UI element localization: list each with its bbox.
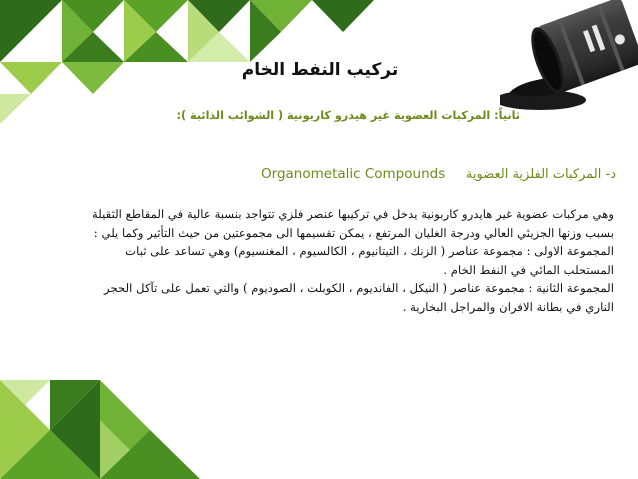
slide-title: تركيب النفط الخام bbox=[241, 60, 399, 80]
paragraph-group-one: المجموعة الاولى : مجموعة عناصر ( الزنك ، التيتانيوم ، الكالسيوم ، المغنسيوم) وهي تساعد على ثبات المستحلب المائي في النفط الخام . bbox=[125, 244, 614, 277]
body-text bbox=[92, 205, 614, 317]
section-heading-english: Organometalic Compounds bbox=[261, 166, 446, 182]
paragraph-intro: وهي مركبات عضوية غير هايدرو كاربونية يدخل في تركيبها عنصر فلزي تتواجد بنسبة عالية في المقاطع الثقيلة بسبب وزنها الجزيئي العالي ودرجة الغليان المرتفع ، يمكن تقسيمها الى مجموعتين من حيث التأثير وكما يلي : bbox=[92, 207, 614, 240]
oil-barrel-icon bbox=[500, 0, 638, 112]
section-heading bbox=[261, 166, 616, 182]
paragraph-group-two: المجموعة الثانية : مجموعة عناصر ( النيكل ، الفانديوم ، الكوبلت ، الصوديوم ) والتي تعمل على تآكل الحجر الناري في بطانة الافران والمراجل البخارية . bbox=[104, 281, 614, 314]
slide-subtitle: ثانياً: المركبات العضوية غير هيدرو كاربونية ( الشوائب الذائبة ): bbox=[176, 109, 520, 122]
section-heading-arabic: د- المركبات الفلزية العضوية bbox=[465, 167, 616, 182]
